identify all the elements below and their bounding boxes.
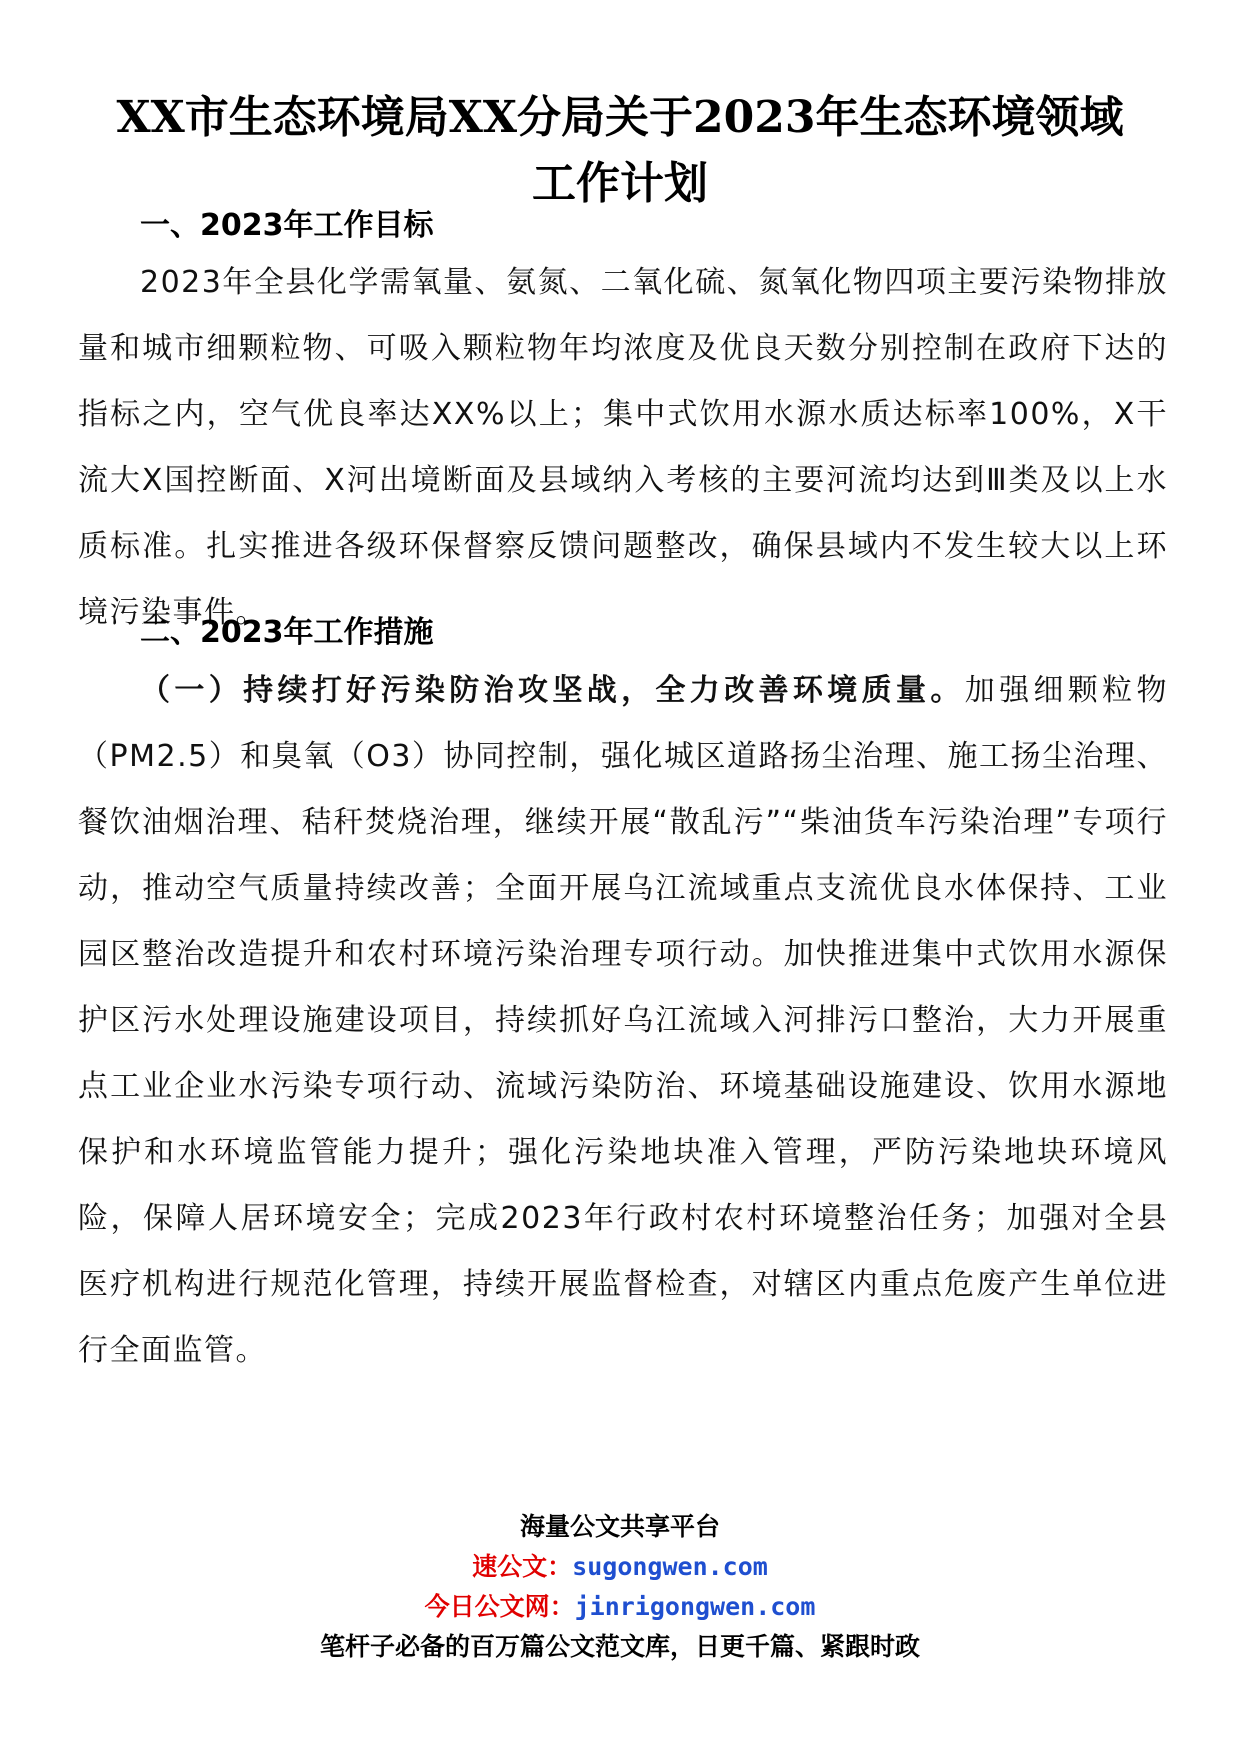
section2-heading: 二、2023年工作措施 [140, 615, 434, 650]
section2-subheading: （一）持续打好污染防治攻坚战，全力改善环境质量。 [140, 673, 965, 708]
section1-heading: 一、2023年工作目标 [140, 208, 434, 243]
section1-paragraph: 2023年全县化学需氧量、氨氮、二氧化硫、氮氧化物四项主要污染物排放量和城市细颗粒物、可吸入颗粒物年均浓度及优良天数分别控制在政府下达的指标之内，空气优良率达XX%以上；集中式饮用水源水质达标率100%，X干流大X国控断面、X河出境断面及县域纳入考核的主要河流均达到Ⅲ类及以上水质标准。扎实推进各级环保督察反馈问题整改，确保县域内不发生较大以上环境污染事件。 [78, 265, 1168, 630]
footer-site2-label: 今日公文网： [424, 1592, 575, 1621]
document-title-line1: XX市生态环境局XX分局关于2023年生态环境领域 [116, 92, 1124, 143]
footer-platform: 海量公文共享平台 [519, 1512, 720, 1541]
footer-site1 [0, 1550, 1240, 1584]
footer-slogan: 笔杆子必备的百万篇公文范文库，日更千篇、紧跟时政 [319, 1632, 920, 1661]
footer-site2-url[interactable]: jinrigongwen.com [574, 1592, 816, 1621]
footer-site2 [0, 1590, 1240, 1624]
section2-body: 加强细颗粒物（PM2.5）和臭氧（O3）协同控制，强化城区道路扬尘治理、施工扬尘治理、餐饮油烟治理、秸秆焚烧治理，继续开展“散乱污”“柴油货车污染治理”专项行动，推动空气质量持续改善；全面开展乌江流域重点支流优良水体保持、工业园区整治改造提升和农村环境污染治理专项行动。加快推进集中式饮用水源保护区污水处理设施建设项目，持续抓好乌江流域入河排污口整治，大力开展重点工业企业水污染专项行动、流域污染防治、环境基础设施建设、饮用水源地保护和水环境监管能力提升；强化污染地块准入管理，严防污染地块环境风险，保障人居环境安全；完成2023年行政村农村环境整治任务；加强对全县医疗机构进行规范化管理，持续开展监督检查，对辖区内重点危废产生单位进行全面监管。 [78, 673, 1169, 1368]
document-title-line2: 工作计划 [532, 158, 708, 209]
footer-site1-url[interactable]: sugongwen.com [572, 1552, 768, 1581]
section2-paragraph [78, 658, 1168, 1384]
footer-site1-label: 速公文： [472, 1552, 573, 1581]
